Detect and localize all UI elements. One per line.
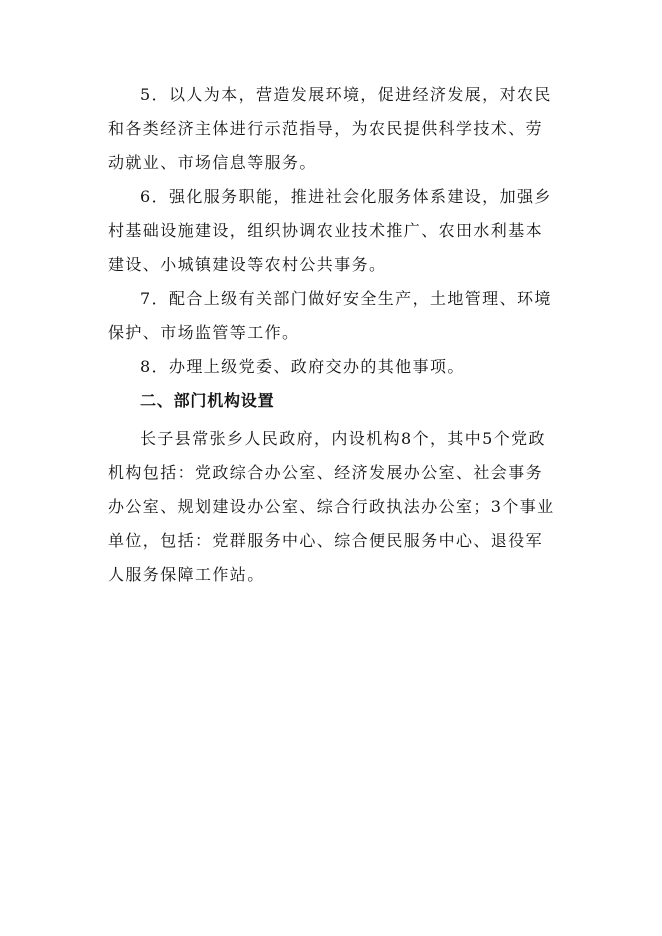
section-body: 长子县常张乡人民政府，内设机构8个，其中5个党政机构包括：党政综合办公室、经济发展办公室、社会事务办公室、规划建设办公室、综合行政执法办公室；3个事业单位，包括：党群服务中心、综合便民服务中心、退役军人服务保障工作站。	[108, 429, 555, 584]
duty-item-8: 8．办理上级党委、政府交办的其他事项。	[140, 357, 465, 376]
section-heading: 二、部门机构设置	[140, 391, 275, 410]
duty-item-5: 5．以人为本，营造发展环境，促进经济发展，对农民和各类经济主体进行示范指导，为农民提供科学技术、劳动就业、市场信息等服务。	[108, 85, 552, 172]
duty-item-6: 6．强化服务职能，推进社会化服务体系建设，加强乡村基础设施建设，组织协调农业技术推广、农田水利基本建设、小城镇建设等农村公共事务。	[108, 187, 552, 274]
duty-item-7: 7．配合上级有关部门做好安全生产，土地管理、环境保护、市场监管等工作。	[108, 289, 552, 342]
document-content	[108, 78, 558, 592]
